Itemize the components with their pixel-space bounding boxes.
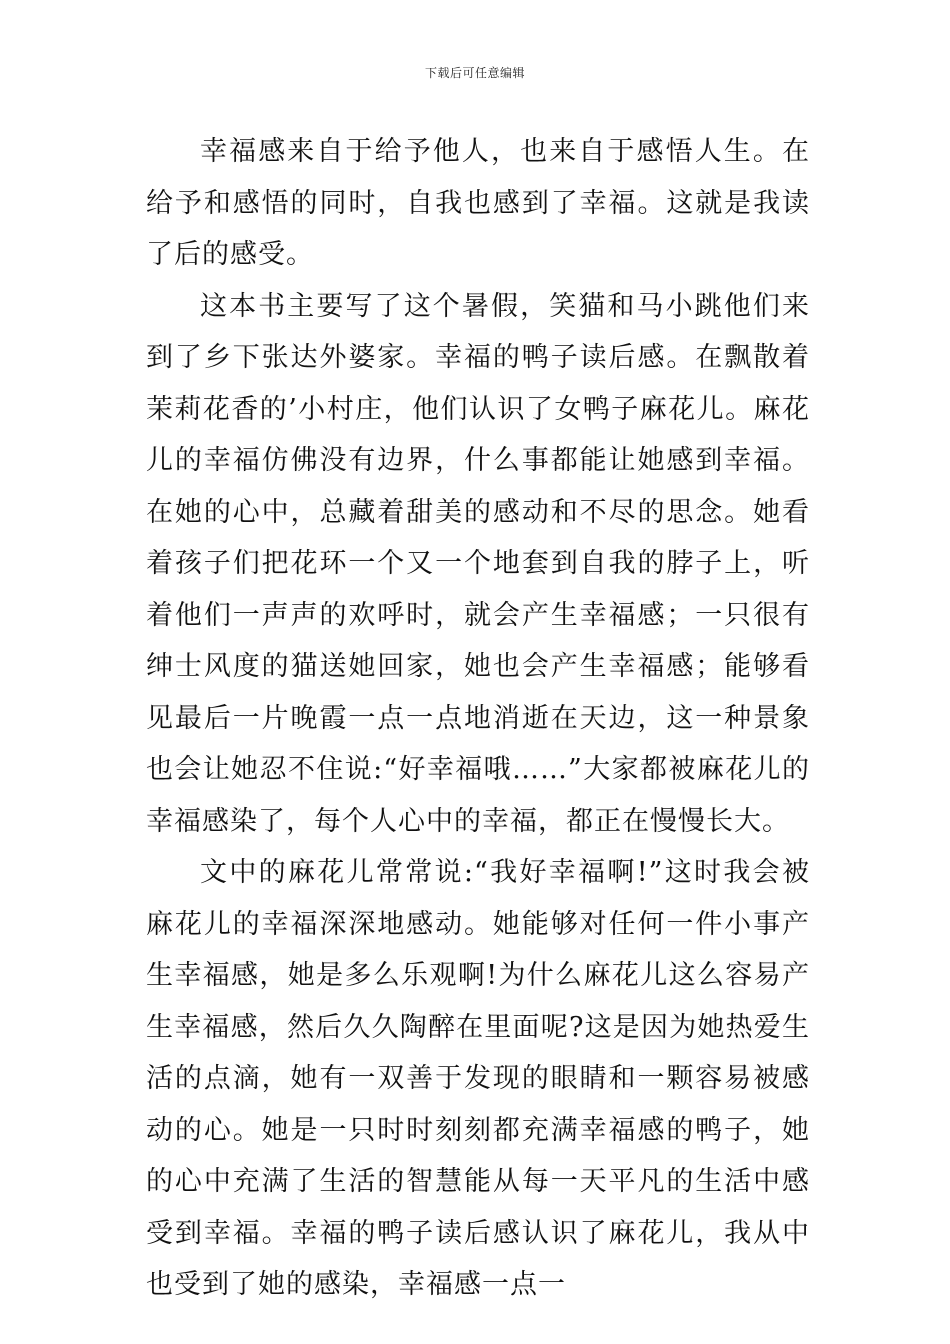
paragraph-2: 这本书主要写了这个暑假，笑猫和马小跳他们来到了乡下张达外婆家。幸福的鸭子读后感。在飘散着茉莉花香的’小村庄，他们认识了女鸭子麻花儿。麻花儿的幸福仿佛没有边界，什么事都能让她感到幸福。在她的心中，总藏着甜美的感动和不尽的思念。她看着孩子们把花环一个又一个地套到自我的脖子上，听着他们一声声的欢呼时，就会产生幸福感；一只很有绅士风度的猫送她回家，她也会产生幸福感；能够看见最后一片晚霞一点一点地消逝在天边，这一种景象也会让她忍不住说:“好幸福哦……”大家都被麻花儿的幸福感染了，每个人心中的幸福，都正在慢慢长大。 [146, 290, 810, 837]
paragraph-3: 文中的麻花儿常常说:“我好幸福啊!”这时我会被麻花儿的幸福深深地感动。她能够对任何一件小事产生幸福感，她是多么乐观啊!为什么麻花儿这么容易产生幸福感，然后久久陶醉在里面呢?这是因为她热爱生活的点滴，她有一双善于发现的眼睛和一颗容易被感动的心。她是一只时时刻刻都充满幸福感的鸭子，她的心中充满了生活的智慧能从每一天平凡的生活中感受到幸福。幸福的鸭子读后感认识了麻花儿，我从中也受到了她的感染，幸福感一点一 [146, 857, 810, 1300]
page-header: 下载后可任意编辑 [424, 66, 525, 80]
paragraph-1: 幸福感来自于给予他人，也来自于感悟人生。在给予和感悟的同时，自我也感到了幸福。这就是我读了后的感受。 [146, 136, 810, 270]
document-body [146, 126, 810, 1311]
